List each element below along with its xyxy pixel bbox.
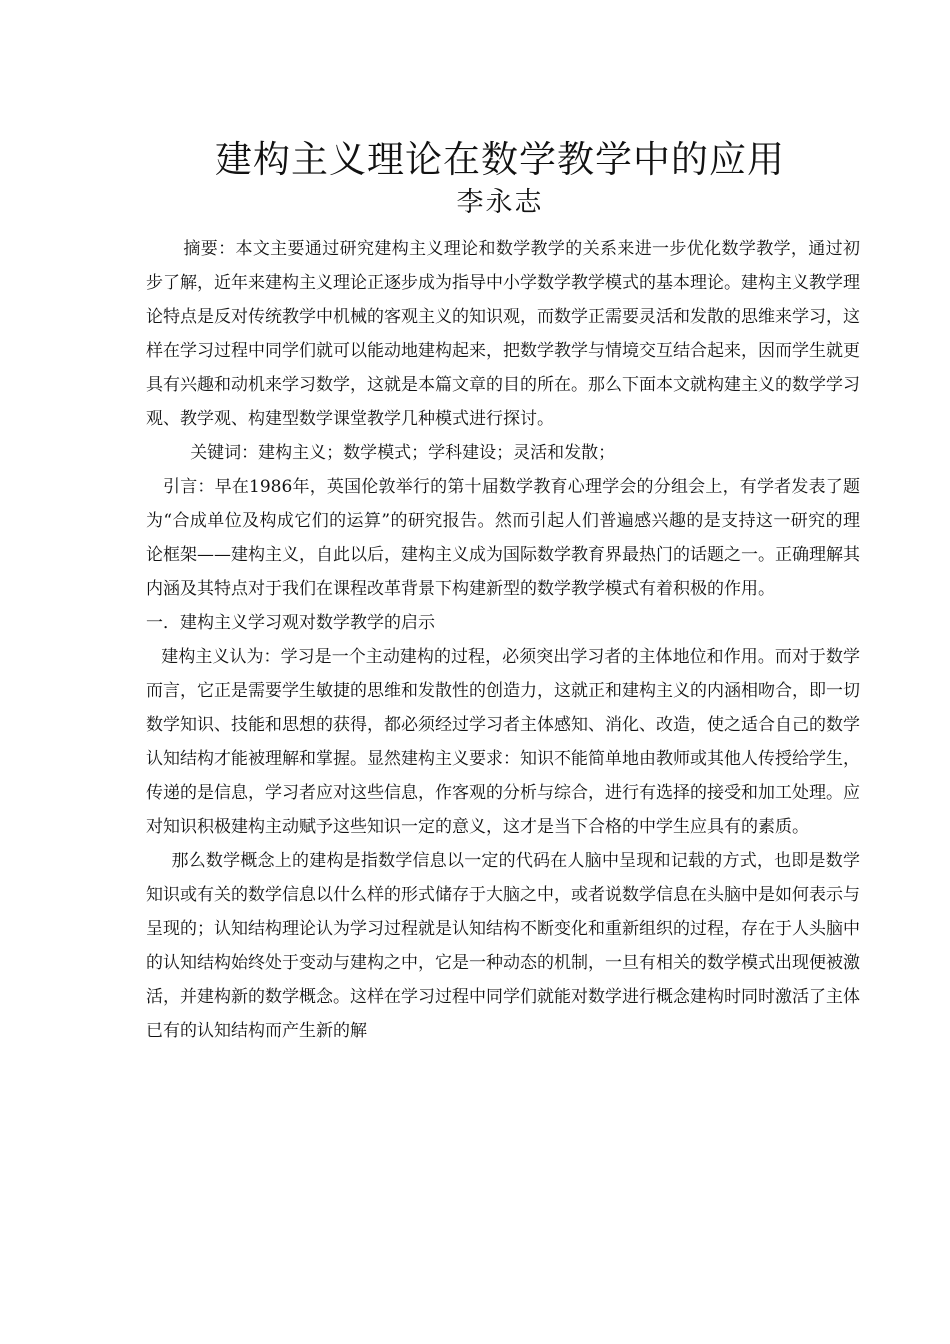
intro-paragraph: 引言：早在1986年，英国伦敦举行的第十届数学教育心理学会的分组会上，有学者发表了题为“合成单位及构成它们的运算”的研究报告。然而引起人们普遍感兴趣的是支持这一研究的理论框架——建构主义，自此以后，建构主义成为国际数学教育界最热门的话题之一。正确理解其内涵及其特点对于我们在课程改革背景下构建新型的数学教学模式有着积极的作用。 <box>146 477 860 599</box>
section-heading: 一．建构主义学习观对数学教学的启示 <box>146 613 435 633</box>
document-body <box>146 232 860 1048</box>
section1-paragraph-2: 那么数学概念上的建构是指数学信息以一定的代码在人脑中呈现和记载的方式，也即是数学知识或有关的数学信息以什么样的形式储存于大脑之中，或者说数学信息在头脑中是如何表示与呈现的；认知结构理论认为学习过程就是认知结构不断变化和重新组织的过程，存在于人头脑中的认知结构始终处于变动与建构之中，它是一种动态的机制，一旦有相关的数学模式出现便被激活，并建构新的数学概念。这样在学习过程中同学们就能对数学进行概念建构时同时激活了主体已有的认知结构而产生新的解 <box>146 851 860 1041</box>
document-author: 李永志 <box>456 187 544 218</box>
abstract-paragraph: 摘要：本文主要通过研究建构主义理论和数学教学的关系来进一步优化数学教学，通过初步了解，近年来建构主义理论正逐步成为指导中小学数学教学模式的基本理论。建构主义教学理论特点是反对传统教学中机械的客观主义的知识观，而数学正需要灵活和发散的思维来学习，这样在学习过程中同学们就可以能动地建构起来，把数学教学与情境交互结合起来，因而学生就更具有兴趣和动机来学习数学，这就是本篇文章的目的所在。那么下面本文就构建主义的数学学习观、教学观、构建型数学课堂教学几种模式进行探讨。 <box>146 239 860 429</box>
keywords-paragraph: 关键词：建构主义；数学模式；学科建设；灵活和发散； <box>190 443 616 463</box>
section1-paragraph-1: 建构主义认为：学习是一个主动建构的过程，必须突出学习者的主体地位和作用。而对于数学而言，它正是需要学生敏捷的思维和发散性的创造力，这就正和建构主义的内涵相吻合，即一切数学知识、技能和思想的获得，都必须经过学习者主体感知、消化、改造，使之适合自己的数学认知结构才能被理解和掌握。显然建构主义要求：知识不能简单地由教师或其他人传授给学生，传递的是信息，学习者应对这些信息，作客观的分析与综合，进行有选择的接受和加工处理。应对知识积极建构主动赋予这些知识一定的意义，这才是当下合格的中学生应具有的素质。 <box>146 647 860 837</box>
document-title: 建构主义理论在数学教学中的应用 <box>215 137 785 181</box>
